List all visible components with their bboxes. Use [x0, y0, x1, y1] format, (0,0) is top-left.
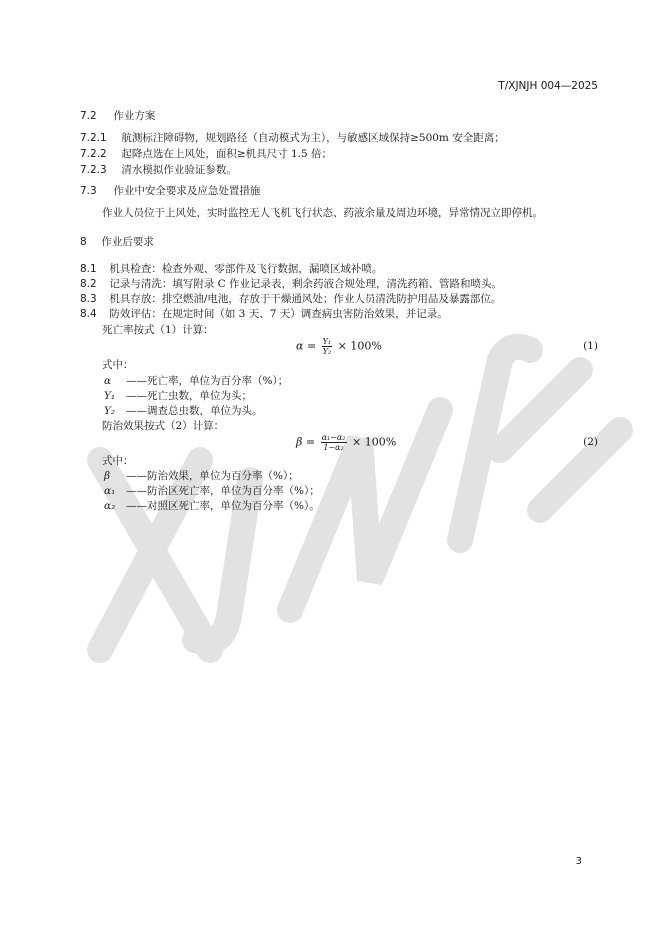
definition-text: ——防治区死亡率，单位为百分率（%）；	[126, 485, 320, 497]
list-item	[80, 276, 502, 291]
item-text: 记录与清洗：填写附录 C 作业记录表，剩余药液合规处理，清洗药箱、管路和喷头。	[109, 278, 503, 290]
fraction-denominator: Y₂	[322, 347, 332, 356]
formula-intro: 防治效果按式（2）计算：	[102, 420, 225, 432]
definition-text: ——对照区死亡率，单位为百分率（%）。	[126, 500, 320, 512]
doc-code: T/XJNJH 004—2025	[498, 80, 598, 92]
definition-text: ——防治效果，单位为百分率（%）；	[126, 470, 299, 482]
equation-number: (2)	[583, 436, 598, 448]
section-heading	[80, 108, 155, 123]
list-item	[80, 306, 448, 321]
list-item	[80, 146, 332, 161]
symbol-definition	[104, 403, 263, 418]
fraction	[322, 337, 333, 356]
list-item	[80, 162, 237, 177]
item-text: 防效评估：在规定时间（如 3 天、7 天）调查病虫害防治效果，并记录。	[109, 308, 448, 320]
formula-intro: 死亡率按式（1）计算：	[102, 324, 214, 336]
symbol: α₁	[104, 485, 116, 497]
where-label: 式中：	[102, 455, 134, 467]
section-number: 7.2	[80, 110, 97, 122]
section-heading	[80, 234, 154, 249]
paragraph: 作业人员位于上风处，实时监控无人飞机飞行状态、药液余量及周边环境，异常情况立即停机。	[102, 207, 543, 219]
item-number: 8.1	[80, 263, 97, 275]
where-label: 式中：	[102, 359, 134, 371]
page-number: 3	[575, 856, 582, 867]
formula-1: α = $\frac{\text{Y₁}}{\text{Y₂}}$ × 100%	[296, 337, 382, 356]
item-text: 航测标注障碍物，规划路径（自动模式为主），与敏感区域保持≥500m 安全距离；	[121, 132, 505, 144]
item-text: 起降点选在上风处，面积≥机具尺寸 1.5 倍；	[121, 148, 333, 160]
list-item	[80, 291, 501, 306]
section-title: 作业方案	[113, 110, 156, 122]
fraction	[321, 433, 347, 452]
formula-2: β = $\frac{\text{α₁−α₂}}{\text{1−α₂}}$ × 100%	[296, 433, 397, 452]
symbol: Y₁	[104, 390, 116, 402]
item-number: 7.2.1	[80, 132, 107, 144]
section-title: 作业中安全要求及应急处置措施	[113, 185, 261, 197]
symbol-definition	[104, 388, 252, 403]
symbol: β	[104, 470, 111, 482]
definition-text: ——调查总虫数，单位为头。	[126, 405, 263, 417]
list-item	[80, 261, 382, 276]
symbol-definition	[104, 498, 320, 513]
section-number: 7.3	[80, 185, 97, 197]
symbol: α	[104, 375, 112, 387]
symbol: α₂	[104, 500, 116, 512]
formula-lhs: β	[296, 435, 303, 449]
section-number: 8	[80, 236, 87, 248]
formula-tail: × 100%	[352, 435, 397, 449]
symbol-definition	[104, 468, 299, 483]
symbol-definition	[104, 373, 288, 388]
item-text: 机具检查：检查外观、零部件及飞行数据，漏喷区域补喷。	[109, 263, 383, 275]
fraction-denominator: 1−α₂	[323, 443, 344, 452]
equation-number: (1)	[583, 340, 598, 352]
item-text: 机具存放：排空燃油/电池，存放于干燥通风处；作业人员清洗防护用品及暴露部位。	[109, 293, 502, 305]
fraction-numerator: Y₁	[322, 337, 332, 346]
definition-text: ——死亡虫数，单位为头；	[126, 390, 252, 402]
fraction-numerator: α₁−α₂	[321, 433, 346, 442]
section-title: 作业后要求	[101, 236, 154, 248]
formula-tail: × 100%	[337, 339, 382, 353]
item-number: 8.2	[80, 278, 97, 290]
list-item	[80, 130, 505, 145]
section-heading	[80, 183, 260, 198]
symbol: Y₂	[104, 405, 116, 417]
item-number: 7.2.2	[80, 148, 107, 160]
formula-lhs: α	[296, 339, 304, 353]
item-number: 8.3	[80, 293, 97, 305]
item-number: 7.2.3	[80, 164, 107, 176]
item-text: 清水模拟作业验证参数。	[121, 164, 237, 176]
item-number: 8.4	[80, 308, 97, 320]
definition-text: ——死亡率，单位为百分率（%）；	[126, 375, 289, 387]
symbol-definition	[104, 483, 320, 498]
